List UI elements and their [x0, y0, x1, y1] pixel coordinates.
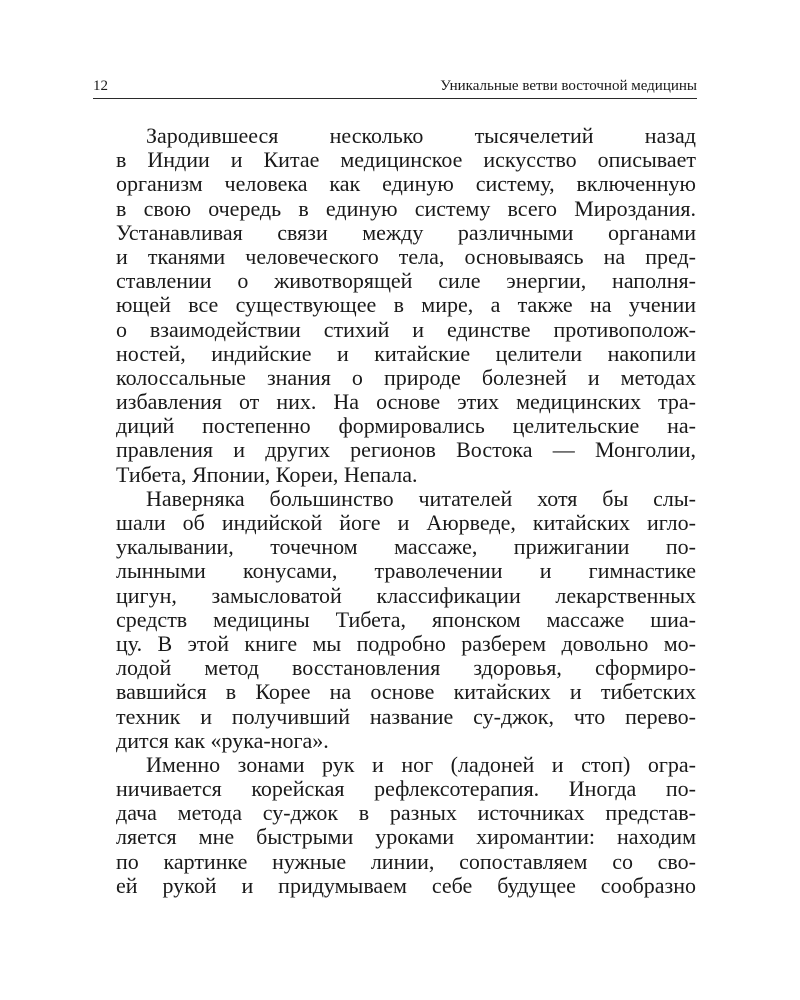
text-line: Тибета, Японии, Кореи, Непала. [116, 461, 418, 487]
paragraph [116, 753, 696, 898]
text-line: лодой метод восстановления здоровья, сформиро- [116, 655, 696, 681]
text-line: Наверняка большинство читателей хотя бы слы- [146, 485, 696, 511]
text-line: и тканями человеческого тела, основываясь на пред- [116, 243, 696, 269]
text-line: техник и получивший название су-джок, что перево- [116, 703, 696, 729]
text-line: шали об индийской йоге и Аюрведе, китайских игло- [116, 510, 696, 535]
text-line: диций постепенно формировались целительские на- [116, 413, 696, 439]
text-line: средств медицины Тибета, японском массаже шиа- [116, 606, 696, 632]
paragraph [116, 124, 696, 487]
paragraph [116, 487, 696, 753]
text-line: колоссальные знания о природе болезней и методах [116, 364, 696, 390]
text-line: правления и других регионов Востока — Монголии, [116, 437, 696, 463]
body-text [116, 124, 696, 898]
text-line: ностей, индийские и китайские целители накопили [116, 340, 696, 366]
text-line: дится как «рука-нога». [116, 727, 329, 753]
text-line: по картинке нужные линии, сопоставляем со сво- [116, 848, 696, 874]
text-line: дача метода су-джок в разных источниках представ- [116, 800, 696, 826]
running-title: Уникальные ветви восточной медицины [440, 78, 697, 94]
text-line: Устанавливая связи между различными органами [116, 219, 696, 245]
text-line: укалывании, точечном массаже, прижигании по- [116, 534, 696, 560]
text-line: в свою очередь в единую систему всего Мироздания. [116, 195, 696, 221]
text-line: Зародившееся несколько тысячелетий назад [146, 123, 696, 148]
text-line: вавшийся в Корее на основе китайских и тибетских [116, 679, 696, 705]
text-line: Именно зонами рук и ног (ладоней и стоп) огра- [146, 751, 696, 777]
text-line: организм человека как единую систему, включенную [116, 171, 696, 197]
text-line: в Индии и Китае медицинское искусство описывает [116, 147, 696, 173]
text-line: о взаимодействии стихий и единстве противополож- [116, 316, 696, 342]
text-line: лынными конусами, траволечении и гимнастике [116, 558, 696, 584]
text-line: ей рукой и придумываем себе будущее сообразно [116, 872, 696, 898]
page-number: 12 [93, 78, 108, 94]
text-line: избавления от них. На основе этих медицинских тра- [116, 389, 696, 415]
text-line: цигун, замысловатой классификации лекарственных [116, 582, 696, 608]
text-line: ляется мне быстрыми уроками хиромантии: находим [116, 824, 696, 850]
text-line: цу. В этой книге мы подробно разберем довольно мо- [116, 630, 696, 656]
text-line: ющей все существующее в мире, а также на учении [116, 292, 696, 318]
running-header [93, 76, 697, 99]
text-line: ничивается корейская рефлексотерапия. Иногда по- [116, 776, 696, 802]
text-line: ставлении о животворящей силе энергии, наполня- [116, 268, 696, 294]
